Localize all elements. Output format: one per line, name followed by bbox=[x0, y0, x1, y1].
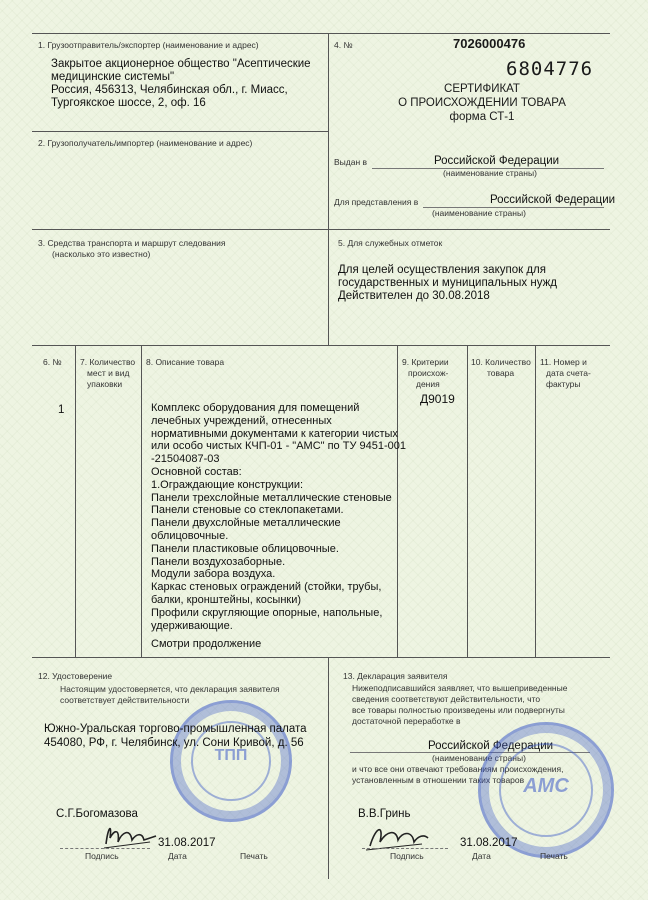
box12-date: 31.08.2017 bbox=[158, 837, 216, 849]
title-line: форма СТ-1 bbox=[449, 111, 515, 123]
notes-line: Для целей осуществления закупок для bbox=[338, 264, 546, 276]
bottom-middle-divider bbox=[328, 657, 329, 879]
col-header-line: 11. Номер и bbox=[540, 357, 587, 367]
box13-country-hint: (наименование страны) bbox=[432, 753, 526, 763]
company-seal-mark: АМС bbox=[523, 775, 569, 797]
serial-number: 6804776 bbox=[506, 58, 594, 80]
col-header-description: 8. Описание товара bbox=[146, 357, 225, 367]
row2-bottom-line bbox=[32, 229, 610, 230]
box13-country: Российской Федерации bbox=[428, 740, 554, 752]
title-line: О ПРОИСХОЖДЕНИИ ТОВАРА bbox=[398, 97, 566, 109]
col-divider-7-8 bbox=[141, 345, 142, 657]
box3-label-line: (насколько это известно) bbox=[52, 249, 151, 259]
box13-text bbox=[352, 683, 567, 727]
origin-criterion: Д9019 bbox=[420, 392, 455, 406]
box12-footer-seal: Печать bbox=[240, 851, 268, 861]
box13-sign-line bbox=[362, 848, 448, 849]
col-header-line: 7. Количество bbox=[80, 357, 136, 367]
description-line: Панели стеновые со стеклопакетами. bbox=[151, 504, 344, 517]
description-line: балки, кронштейны, косынки) bbox=[151, 593, 302, 606]
col-header-line: 9. Критерии bbox=[402, 357, 449, 367]
box12-sign-line bbox=[60, 848, 150, 849]
description-line: 1.Ограждающие конструкции: bbox=[151, 478, 304, 491]
certificate-title bbox=[372, 82, 592, 124]
row-number: 1 bbox=[58, 404, 65, 416]
col-header-line: мест и вид bbox=[87, 368, 130, 378]
issued-label: Выдан в bbox=[334, 157, 368, 167]
description-line: облицовочные. bbox=[151, 529, 229, 542]
col-divider-9-10 bbox=[467, 345, 468, 657]
top-middle-divider bbox=[328, 33, 329, 345]
issued-hint: (наименование страны) bbox=[443, 168, 537, 178]
col-header-invoice bbox=[540, 357, 591, 390]
box12-footer-date: Дата bbox=[168, 851, 187, 861]
row3-bottom-line bbox=[32, 345, 610, 346]
exporter-address bbox=[51, 58, 311, 110]
presented-hint: (наименование страны) bbox=[432, 208, 526, 218]
box3-label bbox=[38, 238, 226, 260]
title-line: СЕРТИФИКАТ bbox=[444, 83, 520, 95]
box13-text-line: достаточной переработке в bbox=[352, 716, 461, 726]
description-line: Панели воздухозаборные. bbox=[151, 555, 286, 568]
description-line: Панели двухслойные металлические bbox=[151, 517, 341, 530]
box13-date: 31.08.2017 bbox=[460, 837, 518, 849]
box3-label-line: 3. Средства транспорта и маршрут следования bbox=[38, 238, 226, 248]
chamber-line: 454080, РФ, г. Челябинск, ул. Сони Кривой, д. 56 bbox=[44, 737, 304, 749]
box13-footer-sign: Подпись bbox=[390, 851, 424, 861]
box1-bottom-line bbox=[32, 131, 328, 132]
description-line: Каркас стеновых ограждений (стойки, трубы, bbox=[151, 581, 382, 594]
issued-country: Российской Федерации bbox=[434, 155, 560, 167]
col-header-line: происхож- bbox=[408, 368, 449, 378]
continued-note: Смотри продолжение bbox=[151, 638, 262, 650]
box13-tail-line: и что все они отвечают требованиям происхождения, bbox=[352, 764, 564, 774]
col-header-quantity bbox=[471, 357, 531, 379]
exporter-line: Тургоякское шоссе, 2, оф. 16 bbox=[51, 97, 206, 109]
box13-text-line: Нижеподписавшийся заявляет, что вышеприведенные bbox=[352, 683, 568, 693]
box12-text-line: соответствует действительности bbox=[60, 695, 190, 705]
box13-footer-date: Дата bbox=[472, 851, 491, 861]
box13-label: 13. Декларация заявителя bbox=[343, 671, 448, 681]
description-line: нормативными документами к категории чистых bbox=[151, 427, 398, 440]
description-line: или особо чистых КЧП-01 - "АМС" по ТУ 9451-001 bbox=[151, 440, 406, 453]
box5-label: 5. Для служебных отметок bbox=[338, 238, 443, 248]
notes-line: Действителен до 30.08.2018 bbox=[338, 290, 490, 302]
col-header-no: 6. № bbox=[43, 357, 62, 367]
goods-bottom-line bbox=[32, 657, 610, 658]
box4-label: 4. № bbox=[334, 40, 353, 50]
box12-footer-sign: Подпись bbox=[85, 851, 119, 861]
box13-text-line: сведения соответствуют действительности, что bbox=[352, 694, 541, 704]
presented-label: Для представления в bbox=[334, 197, 419, 207]
box13-footer-seal: Печать bbox=[540, 851, 568, 861]
official-notes bbox=[338, 264, 557, 303]
chamber-address bbox=[44, 722, 307, 750]
col-header-line: дения bbox=[416, 379, 440, 389]
chamber-seal bbox=[170, 700, 292, 822]
col-header-packages bbox=[80, 357, 135, 390]
col-header-line: дата счета- bbox=[546, 368, 591, 378]
box12-text-line: Настоящим удостоверяется, что декларация заявителя bbox=[60, 684, 280, 694]
exporter-line: Закрытое акционерное общество "Асептические bbox=[51, 58, 311, 70]
chamber-line: Южно-Уральская торгово-промышленная палата bbox=[44, 723, 307, 735]
exporter-line: медицинские системы" bbox=[51, 71, 175, 83]
description-line: Комплекс оборудования для помещений bbox=[151, 402, 360, 414]
description-line: Основной состав: bbox=[151, 465, 242, 478]
exporter-line: Россия, 456313, Челябинская обл., г. Миасс, bbox=[51, 84, 288, 96]
col-header-criteria bbox=[402, 357, 449, 390]
goods-description bbox=[151, 402, 406, 632]
box12-label: 12. Удостоверение bbox=[38, 671, 113, 681]
box13-signer: В.В.Гринь bbox=[358, 808, 411, 820]
description-line: Панели трехслойные металлические стеновые bbox=[151, 491, 392, 504]
description-line: удерживающие. bbox=[151, 619, 233, 632]
certificate-number: 7026000476 bbox=[453, 36, 526, 51]
box1-label: 1. Грузоотправитель/экспортер (наименование и адрес) bbox=[38, 40, 259, 50]
box13-tail-line: установленным в отношении таких товаров bbox=[352, 775, 525, 785]
description-line: Панели пластиковые облицовочные. bbox=[151, 542, 339, 555]
description-line: лечебных учреждений, отнесенных bbox=[151, 414, 332, 427]
description-line: -21504087-03 bbox=[151, 453, 220, 466]
col-header-line: упаковки bbox=[87, 379, 123, 389]
box13-text-line: все товары полностью произведены или подвергнуты bbox=[352, 705, 565, 715]
col-header-line: фактуры bbox=[546, 379, 581, 389]
col-header-line: товара bbox=[487, 368, 515, 378]
box2-label: 2. Грузополучатель/импортер (наименование и адрес) bbox=[38, 138, 253, 148]
description-line: Профили скругляющие опорные, напольные, bbox=[151, 606, 383, 619]
col-divider-6-7 bbox=[75, 345, 76, 657]
col-header-line: 10. Количество bbox=[471, 357, 531, 367]
box12-signer: С.Г.Богомазова bbox=[56, 808, 138, 820]
description-line: Модули забора воздуха. bbox=[151, 568, 276, 581]
chamber-seal-mark: ТПП bbox=[214, 747, 248, 764]
box12-signature bbox=[100, 818, 160, 852]
presented-country: Российской Федерации bbox=[490, 194, 616, 206]
col-divider-10-11 bbox=[535, 345, 536, 657]
top-border bbox=[32, 33, 610, 34]
notes-line: государственных и муниципальных нужд bbox=[338, 277, 557, 289]
